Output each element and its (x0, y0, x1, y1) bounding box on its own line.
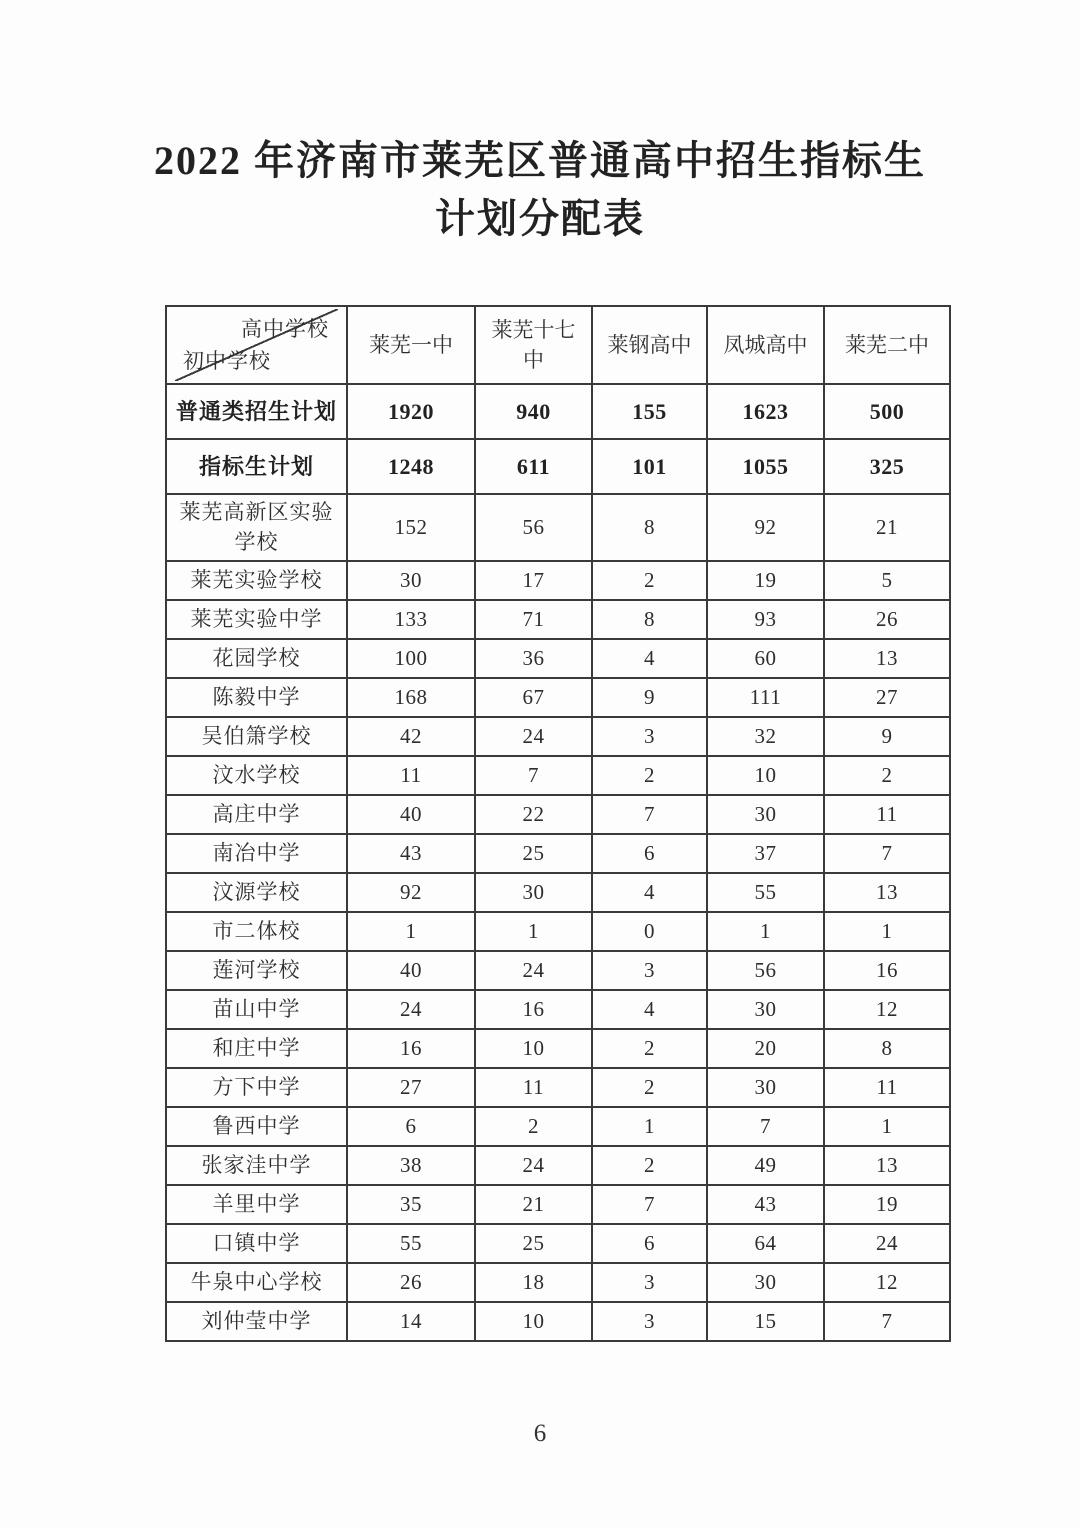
value-cell: 19 (824, 1185, 950, 1224)
value-cell: 7 (592, 1185, 707, 1224)
school-name-cell: 汶水学校 (166, 756, 347, 795)
value-cell: 60 (707, 639, 824, 678)
value-cell: 2 (592, 756, 707, 795)
value-cell: 92 (347, 873, 475, 912)
value-cell: 8 (592, 494, 707, 561)
value-cell: 30 (707, 1068, 824, 1107)
value-cell: 13 (824, 873, 950, 912)
table-body (166, 384, 950, 1341)
value-cell: 13 (824, 1146, 950, 1185)
value-cell: 2 (592, 1146, 707, 1185)
value-cell: 9 (592, 678, 707, 717)
value-cell: 1 (347, 912, 475, 951)
value-cell: 36 (475, 639, 592, 678)
table-row (166, 756, 950, 795)
page-number: 6 (533, 1420, 547, 1447)
corner-label-high-school: 高中学校 (241, 317, 329, 341)
value-cell: 0 (592, 912, 707, 951)
value-cell: 1 (707, 912, 824, 951)
value-cell: 8 (592, 600, 707, 639)
value-cell: 5 (824, 561, 950, 600)
school-name-cell: 高庄中学 (166, 795, 347, 834)
value-cell: 500 (824, 384, 950, 439)
value-cell: 55 (347, 1224, 475, 1263)
value-cell: 19 (707, 561, 824, 600)
value-cell: 6 (592, 834, 707, 873)
value-cell: 1 (475, 912, 592, 951)
page-title-line2: 计划分配表 (435, 196, 645, 241)
value-cell: 30 (475, 873, 592, 912)
value-cell: 2 (592, 1068, 707, 1107)
value-cell: 64 (707, 1224, 824, 1263)
value-cell: 1 (592, 1107, 707, 1146)
school-name-cell: 市二体校 (166, 912, 347, 951)
value-cell: 3 (592, 717, 707, 756)
value-cell: 13 (824, 639, 950, 678)
column-header: 凤城高中 (707, 306, 824, 384)
table-row (166, 639, 950, 678)
value-cell: 30 (707, 795, 824, 834)
value-cell: 18 (475, 1263, 592, 1302)
value-cell: 9 (824, 717, 950, 756)
value-cell: 7 (824, 1302, 950, 1341)
value-cell: 71 (475, 600, 592, 639)
value-cell: 4 (592, 990, 707, 1029)
table-row (166, 873, 950, 912)
value-cell: 24 (347, 990, 475, 1029)
value-cell: 7 (475, 756, 592, 795)
value-cell: 2 (592, 1029, 707, 1068)
value-cell: 16 (475, 990, 592, 1029)
value-cell: 1248 (347, 439, 475, 494)
value-cell: 49 (707, 1146, 824, 1185)
value-cell: 93 (707, 600, 824, 639)
allocation-table-wrap (165, 305, 949, 1342)
value-cell: 168 (347, 678, 475, 717)
school-name-cell: 方下中学 (166, 1068, 347, 1107)
column-header: 莱芜十七中 (475, 306, 592, 384)
school-name-cell: 指标生计划 (166, 439, 347, 494)
value-cell: 56 (707, 951, 824, 990)
value-cell: 1 (824, 912, 950, 951)
table-row (166, 1224, 950, 1263)
value-cell: 43 (347, 834, 475, 873)
school-name-cell: 花园学校 (166, 639, 347, 678)
page-title (0, 132, 1080, 248)
table-row (166, 678, 950, 717)
value-cell: 3 (592, 1263, 707, 1302)
column-header: 莱芜二中 (824, 306, 950, 384)
value-cell: 3 (592, 1302, 707, 1341)
value-cell: 325 (824, 439, 950, 494)
table-row (166, 1185, 950, 1224)
value-cell: 1623 (707, 384, 824, 439)
allocation-table (165, 305, 951, 1342)
value-cell: 27 (347, 1068, 475, 1107)
value-cell: 611 (475, 439, 592, 494)
value-cell: 24 (475, 1146, 592, 1185)
value-cell: 24 (824, 1224, 950, 1263)
table-row (166, 834, 950, 873)
value-cell: 30 (707, 1263, 824, 1302)
value-cell: 35 (347, 1185, 475, 1224)
school-name-cell: 陈毅中学 (166, 678, 347, 717)
value-cell: 11 (824, 1068, 950, 1107)
value-cell: 2 (475, 1107, 592, 1146)
value-cell: 10 (475, 1302, 592, 1341)
value-cell: 38 (347, 1146, 475, 1185)
page-title-line1: 2022 年济南市莱芜区普通高中招生指标生 (154, 138, 926, 183)
value-cell: 1920 (347, 384, 475, 439)
value-cell: 24 (475, 717, 592, 756)
column-header: 莱芜一中 (347, 306, 475, 384)
table-row (166, 1029, 950, 1068)
value-cell: 12 (824, 1263, 950, 1302)
value-cell: 11 (347, 756, 475, 795)
table-row (166, 912, 950, 951)
value-cell: 14 (347, 1302, 475, 1341)
value-cell: 111 (707, 678, 824, 717)
table-row (166, 600, 950, 639)
value-cell: 92 (707, 494, 824, 561)
value-cell: 8 (824, 1029, 950, 1068)
summary-row (166, 384, 950, 439)
value-cell: 1055 (707, 439, 824, 494)
value-cell: 67 (475, 678, 592, 717)
value-cell: 2 (824, 756, 950, 795)
table-row (166, 1263, 950, 1302)
value-cell: 26 (347, 1263, 475, 1302)
value-cell: 6 (347, 1107, 475, 1146)
value-cell: 940 (475, 384, 592, 439)
school-name-cell: 刘仲莹中学 (166, 1302, 347, 1341)
school-name-cell: 莱芜实验学校 (166, 561, 347, 600)
school-name-cell: 苗山中学 (166, 990, 347, 1029)
corner-header-cell (166, 306, 347, 384)
value-cell: 16 (824, 951, 950, 990)
value-cell: 21 (824, 494, 950, 561)
value-cell: 6 (592, 1224, 707, 1263)
value-cell: 37 (707, 834, 824, 873)
value-cell: 133 (347, 600, 475, 639)
value-cell: 7 (824, 834, 950, 873)
value-cell: 7 (707, 1107, 824, 1146)
column-header: 莱钢高中 (592, 306, 707, 384)
table-row (166, 1146, 950, 1185)
table-row (166, 561, 950, 600)
summary-row (166, 439, 950, 494)
value-cell: 24 (475, 951, 592, 990)
value-cell: 20 (707, 1029, 824, 1068)
value-cell: 7 (592, 795, 707, 834)
header-row (166, 306, 950, 384)
table-row (166, 1107, 950, 1146)
table-row (166, 1302, 950, 1341)
school-name-cell: 羊里中学 (166, 1185, 347, 1224)
value-cell: 101 (592, 439, 707, 494)
value-cell: 2 (592, 561, 707, 600)
value-cell: 21 (475, 1185, 592, 1224)
table-row (166, 990, 950, 1029)
school-name-cell: 普通类招生计划 (166, 384, 347, 439)
value-cell: 30 (347, 561, 475, 600)
value-cell: 30 (707, 990, 824, 1029)
corner-label-middle-school: 初中学校 (183, 348, 271, 373)
value-cell: 55 (707, 873, 824, 912)
school-name-cell: 口镇中学 (166, 1224, 347, 1263)
value-cell: 4 (592, 873, 707, 912)
diagonal-divider (175, 309, 338, 381)
table-row (166, 795, 950, 834)
value-cell: 1 (824, 1107, 950, 1146)
value-cell: 43 (707, 1185, 824, 1224)
school-name-cell: 牛泉中心学校 (166, 1263, 347, 1302)
value-cell: 100 (347, 639, 475, 678)
value-cell: 26 (824, 600, 950, 639)
school-name-cell: 和庄中学 (166, 1029, 347, 1068)
value-cell: 25 (475, 1224, 592, 1263)
value-cell: 15 (707, 1302, 824, 1341)
table-row (166, 494, 950, 561)
value-cell: 10 (707, 756, 824, 795)
value-cell: 11 (475, 1068, 592, 1107)
value-cell: 22 (475, 795, 592, 834)
table-row (166, 717, 950, 756)
value-cell: 42 (347, 717, 475, 756)
school-name-cell: 汶源学校 (166, 873, 347, 912)
table-row (166, 1068, 950, 1107)
school-name-cell: 莱芜实验中学 (166, 600, 347, 639)
value-cell: 3 (592, 951, 707, 990)
school-name-cell: 南冶中学 (166, 834, 347, 873)
value-cell: 27 (824, 678, 950, 717)
value-cell: 40 (347, 795, 475, 834)
value-cell: 152 (347, 494, 475, 561)
value-cell: 4 (592, 639, 707, 678)
value-cell: 40 (347, 951, 475, 990)
school-name-cell: 张家洼中学 (166, 1146, 347, 1185)
value-cell: 155 (592, 384, 707, 439)
value-cell: 56 (475, 494, 592, 561)
school-name-cell: 莱芜高新区实验学校 (166, 494, 347, 561)
school-name-cell: 莲河学校 (166, 951, 347, 990)
value-cell: 10 (475, 1029, 592, 1068)
value-cell: 12 (824, 990, 950, 1029)
value-cell: 16 (347, 1029, 475, 1068)
school-name-cell: 鲁西中学 (166, 1107, 347, 1146)
table-row (166, 951, 950, 990)
value-cell: 25 (475, 834, 592, 873)
value-cell: 32 (707, 717, 824, 756)
value-cell: 11 (824, 795, 950, 834)
value-cell: 17 (475, 561, 592, 600)
school-name-cell: 吴伯箫学校 (166, 717, 347, 756)
